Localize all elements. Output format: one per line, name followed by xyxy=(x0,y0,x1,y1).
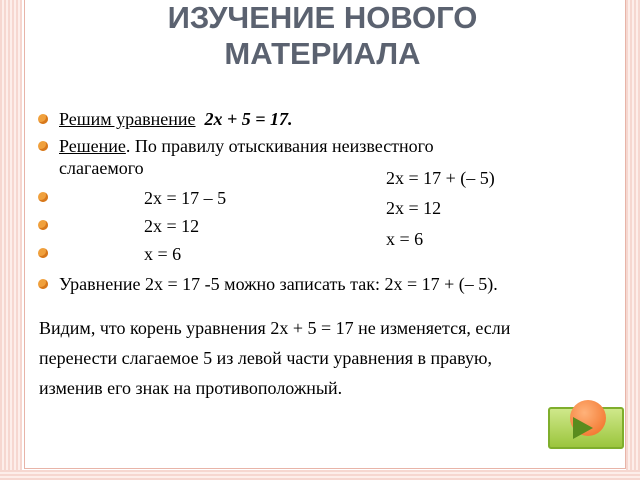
bullet-icon xyxy=(38,114,48,124)
bullet-icon xyxy=(38,141,48,151)
right-eq-2: 2х = 12 xyxy=(386,198,442,218)
bottom-border-decoration xyxy=(0,470,640,480)
slide-title xyxy=(40,0,605,72)
next-slide-button[interactable] xyxy=(548,407,624,449)
bullet-icon xyxy=(38,279,48,289)
bullet-6: Уравнение 2х = 17 -5 можно записать так: 2х = 17 + (– 5). xyxy=(59,274,498,294)
bullet-2-text: . По правилу отыскивания неизвестного xyxy=(125,136,434,156)
bullet-4: 2х = 12 xyxy=(144,216,200,236)
conclusion-line-3: изменив его знак на противоположный. xyxy=(39,378,343,398)
bullet-1 xyxy=(59,108,293,130)
bullet-icon xyxy=(38,248,48,258)
title-line-2: МАТЕРИАЛА xyxy=(224,36,421,71)
right-border-decoration xyxy=(626,0,640,480)
bullet-1-equation: 2х + 5 = 17. xyxy=(204,109,293,129)
title-line-1: ИЗУЧЕНИЕ НОВОГО xyxy=(167,0,478,35)
bullet-2-continuation: слагаемого xyxy=(59,158,144,178)
play-arrow-icon xyxy=(573,417,593,439)
bullet-1-label: Решим уравнение xyxy=(59,109,196,129)
bullet-icon xyxy=(38,192,48,202)
bullet-3: 2х = 17 – 5 xyxy=(144,188,227,208)
left-border-decoration xyxy=(0,0,22,480)
bullet-5: х = 6 xyxy=(144,244,182,264)
bullet-icon xyxy=(38,220,48,230)
conclusion-line-1: Видим, что корень уравнения 2х + 5 = 17 не изменяется, если xyxy=(39,318,511,338)
right-eq-1: 2х = 17 + (– 5) xyxy=(386,168,495,188)
conclusion-line-2: перенести слагаемое 5 из левой части уравнения в правую, xyxy=(39,348,492,368)
right-eq-3: х = 6 xyxy=(386,229,424,249)
bullet-2 xyxy=(59,135,434,157)
bullet-2-label: Решение xyxy=(59,136,126,156)
